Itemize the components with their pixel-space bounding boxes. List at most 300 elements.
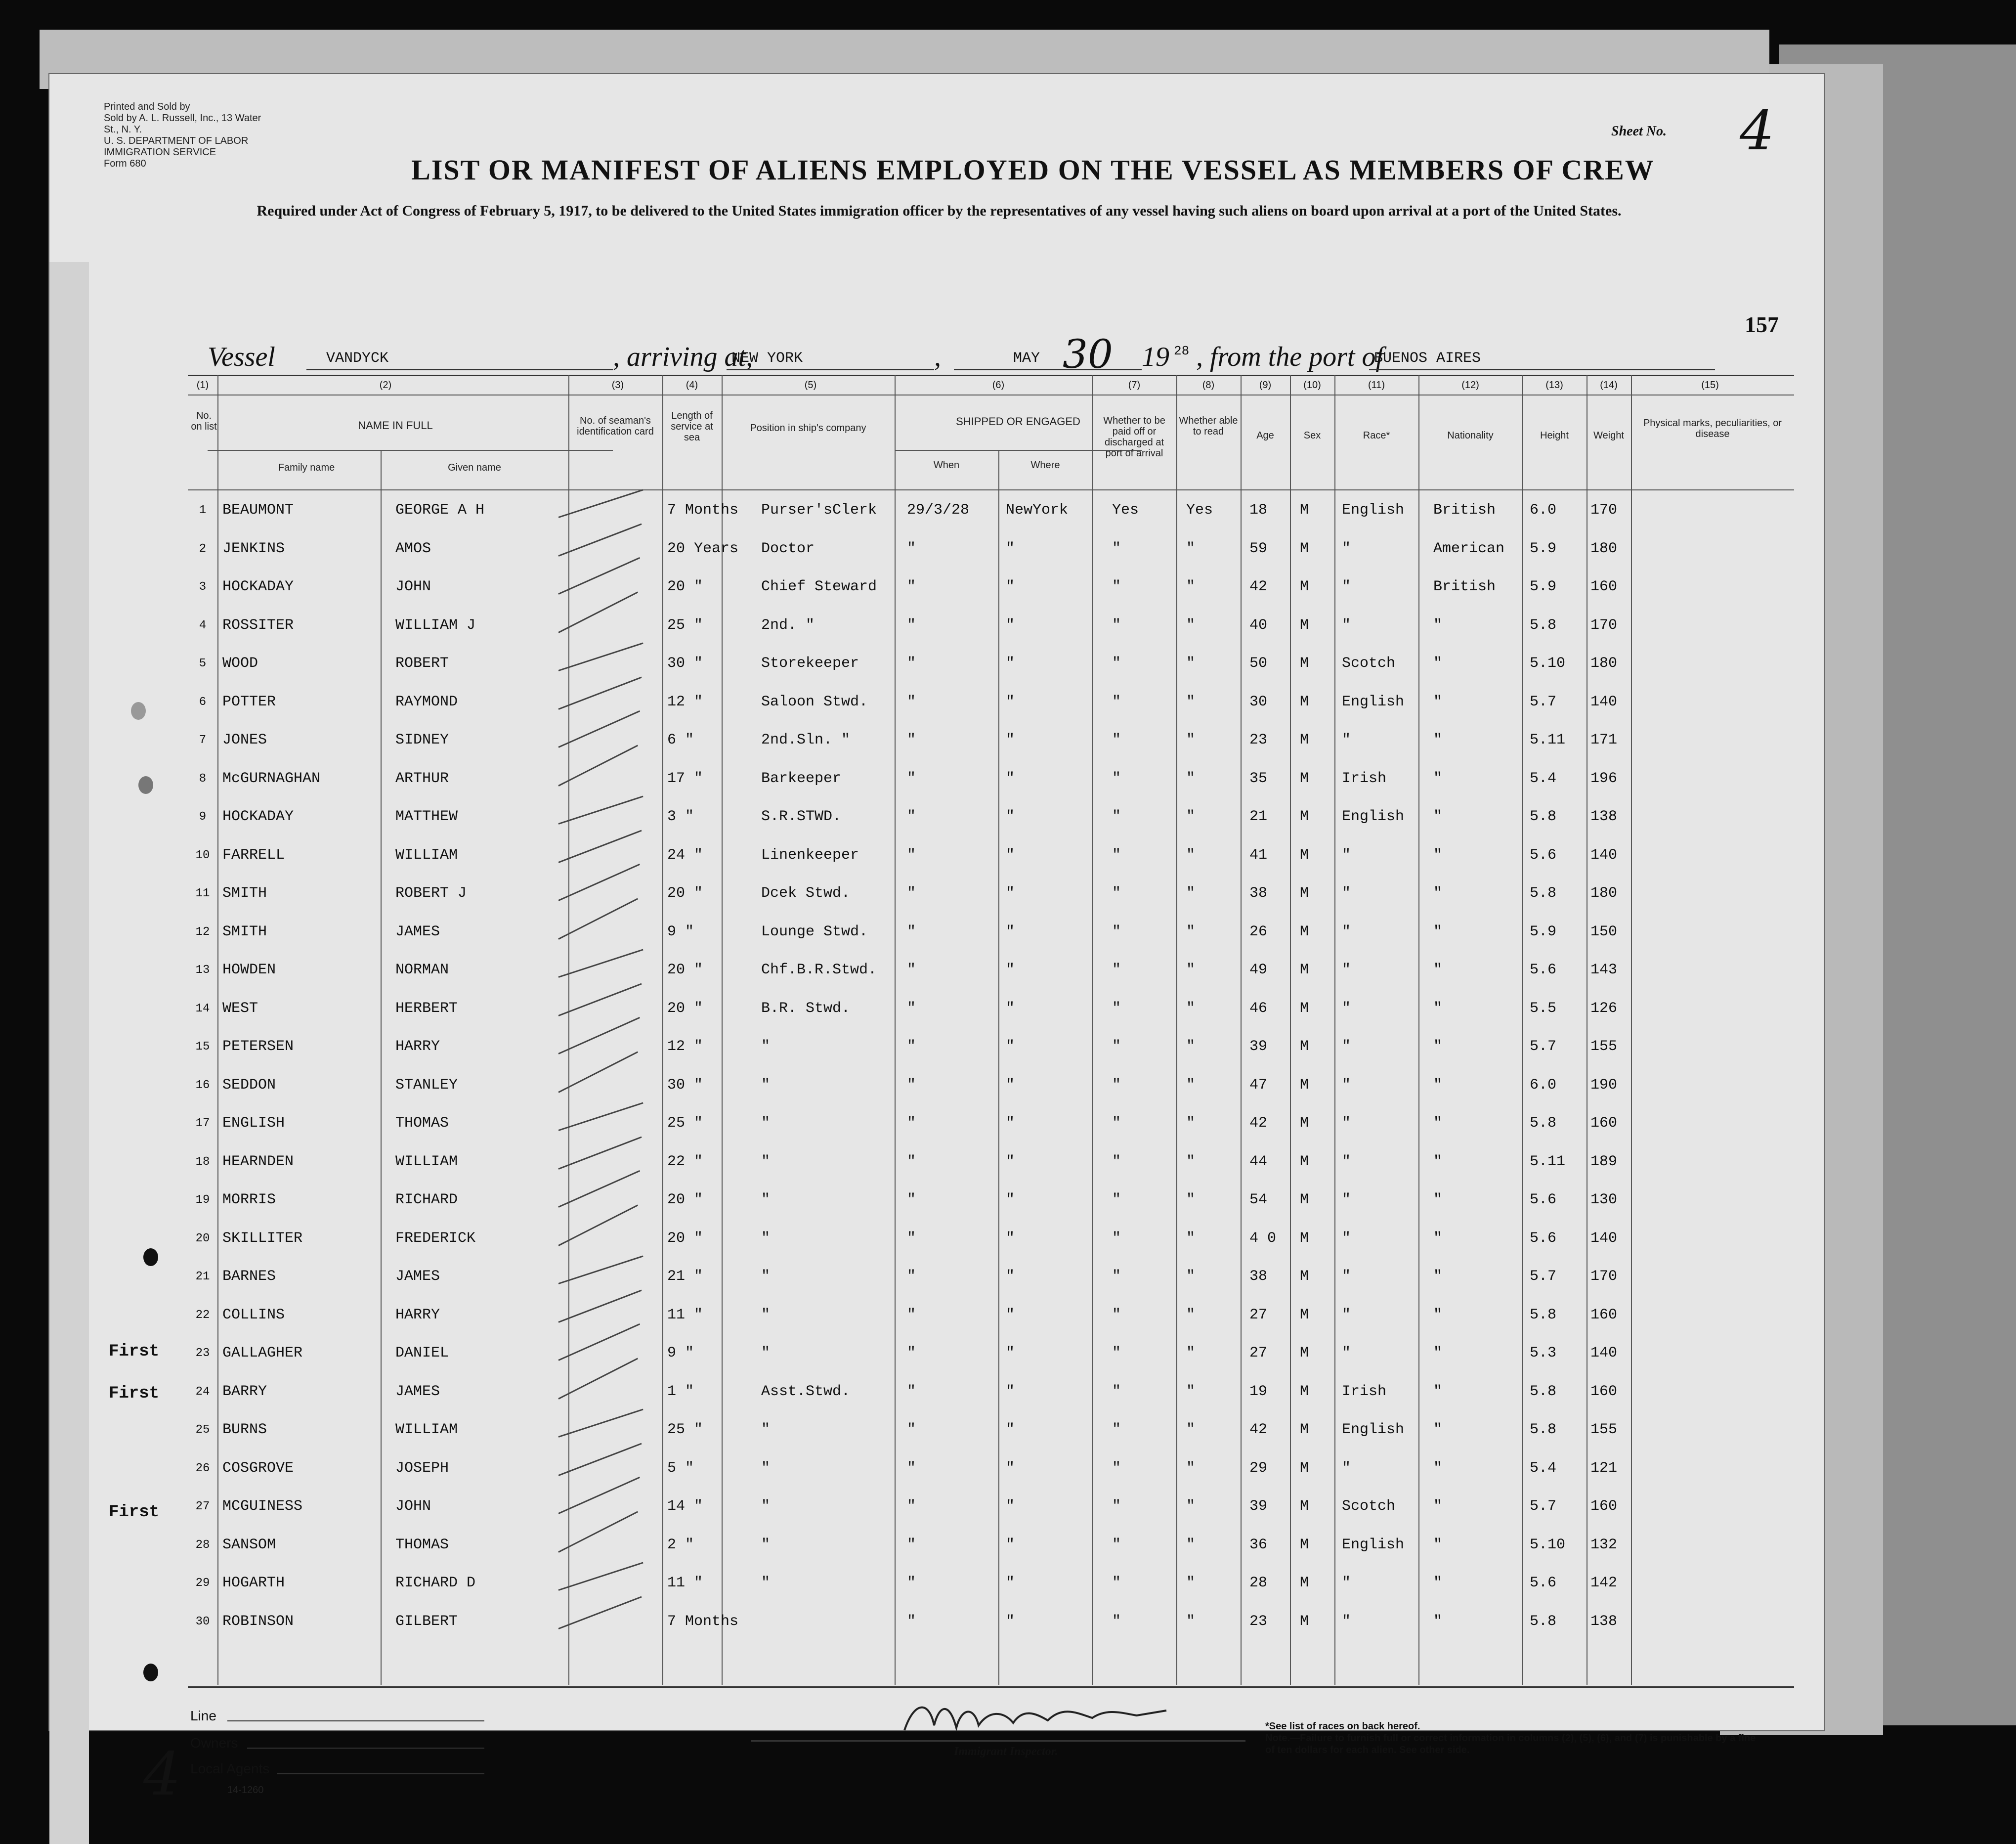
- table-row: [49, 995, 1656, 1031]
- shipped-when-cell: ": [907, 540, 916, 557]
- age-cell: 38: [1249, 885, 1268, 902]
- shipped-where-cell: ": [1006, 578, 1015, 595]
- shipped-where-cell: ": [1006, 655, 1015, 672]
- row-number-cell: 14: [195, 1002, 210, 1015]
- row-number-cell: 16: [195, 1078, 210, 1092]
- shipped-when-cell: ": [907, 693, 916, 710]
- page-subtitle: Required under Act of Congress of February 5, 1917, to be delivered to the United States immigration officer by the representatives of any vessel having such aliens on board upon arrival at a port of the United States.: [257, 203, 1622, 219]
- nationality-cell: British: [1433, 578, 1496, 595]
- sex-cell: M: [1300, 732, 1309, 748]
- nationality-cell: ": [1433, 885, 1443, 902]
- arriving-underline: [727, 369, 934, 370]
- row-number-cell: 18: [195, 1155, 210, 1169]
- footer-note: *See list of races on back hereof. Note.—Failure to furnish full or correct information in columns (2), (5), (6), and (7) is punishable by a fine of ten dollars for each alien. See other side.: [1265, 1721, 1756, 1756]
- height-cell: 6.0: [1530, 502, 1557, 519]
- service-length-cell: 2 ": [667, 1536, 694, 1553]
- col-number: (11): [1368, 380, 1385, 391]
- row-number-cell: 5: [199, 657, 207, 670]
- col-number: (6): [992, 380, 1005, 391]
- paid-off-cell: ": [1112, 1153, 1121, 1170]
- header-id-card: No. of seaman's identification card: [577, 415, 654, 437]
- race-cell: ": [1342, 1038, 1351, 1055]
- table-row: [49, 1608, 1656, 1644]
- table-row: [49, 919, 1656, 954]
- weight-cell: 150: [1590, 923, 1618, 940]
- owners-underline: [247, 1748, 484, 1749]
- paid-off-cell: ": [1112, 1000, 1121, 1017]
- height-cell: 5.6: [1530, 1575, 1557, 1591]
- given-name-cell: JOSEPH: [395, 1459, 449, 1477]
- paid-off-cell: ": [1112, 1383, 1121, 1400]
- weight-cell: 140: [1590, 1229, 1618, 1247]
- from-port: BUENOS AIRES: [1374, 350, 1481, 367]
- shipped-when-cell: ": [907, 732, 916, 748]
- family-name-cell: COLLINS: [222, 1306, 285, 1323]
- nationality-cell: ": [1433, 1115, 1443, 1132]
- position-cell: ": [761, 1268, 771, 1285]
- weight-cell: 160: [1590, 1306, 1618, 1323]
- service-length-cell: 20 ": [667, 1229, 703, 1247]
- nationality-cell: ": [1433, 693, 1443, 710]
- height-cell: 5.7: [1530, 1038, 1557, 1055]
- weight-cell: 180: [1590, 655, 1618, 672]
- given-name-cell: SIDNEY: [395, 732, 449, 748]
- given-name-cell: NORMAN: [395, 962, 449, 978]
- owners-label: Owners: [190, 1735, 238, 1751]
- nationality-cell: ": [1433, 1345, 1443, 1361]
- race-cell: ": [1342, 1345, 1351, 1361]
- able-to-read-cell: ": [1186, 1421, 1196, 1438]
- service-length-cell: 30 ": [667, 1076, 703, 1094]
- sex-cell: M: [1300, 1076, 1309, 1094]
- weight-cell: 132: [1590, 1536, 1618, 1553]
- height-cell: 5.4: [1530, 1459, 1557, 1477]
- family-name-cell: HOCKADAY: [222, 578, 294, 595]
- nationality-cell: ": [1433, 732, 1443, 748]
- sex-cell: M: [1300, 808, 1309, 825]
- able-to-read-cell: ": [1186, 962, 1196, 978]
- able-to-read-cell: ": [1186, 1383, 1196, 1400]
- able-to-read-cell: Yes: [1186, 502, 1213, 519]
- col-number: (2): [379, 380, 392, 391]
- able-to-read-cell: ": [1186, 578, 1196, 595]
- nationality-cell: ": [1433, 770, 1443, 787]
- table-row: [49, 1493, 1656, 1529]
- service-length-cell: 6 ": [667, 732, 694, 748]
- nationality-cell: ": [1433, 1191, 1443, 1208]
- service-length-cell: 24 ": [667, 846, 703, 864]
- sex-cell: M: [1300, 1153, 1309, 1170]
- position-cell: ": [761, 1345, 771, 1361]
- shipped-when-cell: ": [907, 1383, 916, 1400]
- service-length-cell: 20 Years: [667, 540, 739, 557]
- age-cell: 46: [1249, 1000, 1268, 1017]
- age-cell: 29: [1249, 1459, 1268, 1477]
- age-cell: 21: [1249, 808, 1268, 825]
- given-name-cell: DANIEL: [395, 1345, 449, 1361]
- family-name-cell: MCGUINESS: [222, 1498, 303, 1515]
- punch-hole: [143, 1664, 158, 1681]
- shipped-where-cell: ": [1006, 1575, 1015, 1591]
- given-name-cell: RICHARD D: [395, 1575, 476, 1591]
- age-cell: 44: [1249, 1153, 1268, 1170]
- able-to-read-cell: ": [1186, 1575, 1196, 1591]
- position-cell: ": [761, 1421, 771, 1438]
- row-number-cell: 4: [199, 618, 207, 632]
- table-row: [49, 1225, 1656, 1261]
- row-number-cell: 2: [199, 542, 207, 556]
- shipped-where-cell: ": [1006, 1613, 1015, 1630]
- row-number-cell: 21: [195, 1270, 210, 1283]
- shipped-where-cell: ": [1006, 732, 1015, 748]
- height-cell: 5.5: [1530, 1000, 1557, 1017]
- age-cell: 54: [1249, 1191, 1268, 1208]
- family-name-cell: HOCKADAY: [222, 808, 294, 825]
- paid-off-cell: ": [1112, 1613, 1121, 1630]
- family-name-cell: BARNES: [222, 1268, 276, 1285]
- weight-cell: 180: [1590, 540, 1618, 557]
- sex-cell: M: [1300, 693, 1309, 710]
- family-name-cell: BEAUMONT: [222, 502, 294, 519]
- shipped-where-cell: ": [1006, 808, 1015, 825]
- row-number-cell: 3: [199, 580, 207, 594]
- position-cell: 2nd.Sln. ": [761, 732, 851, 748]
- able-to-read-cell: ": [1186, 1229, 1196, 1247]
- given-name-cell: WILLIAM: [395, 1421, 458, 1438]
- sex-cell: M: [1300, 1038, 1309, 1055]
- table-row: [49, 497, 1656, 532]
- height-cell: 5.10: [1530, 655, 1566, 672]
- shipped-when-cell: ": [907, 1498, 916, 1515]
- from-label: , from the port of: [1196, 342, 1384, 372]
- service-length-cell: 25 ": [667, 616, 703, 634]
- year-suffix: 28: [1174, 344, 1190, 358]
- given-name-cell: MATTHEW: [395, 808, 458, 825]
- height-cell: 5.8: [1530, 1421, 1557, 1438]
- row-number-cell: 10: [195, 848, 210, 862]
- header-no-on-list: No. on list: [191, 410, 217, 432]
- table-row: [49, 1340, 1656, 1375]
- service-length-cell: 9 ": [667, 1345, 694, 1361]
- race-cell: English: [1342, 502, 1405, 519]
- punch-hole: [131, 702, 146, 720]
- age-cell: 27: [1249, 1345, 1268, 1361]
- weight-cell: 160: [1590, 1498, 1618, 1515]
- height-cell: 5.8: [1530, 1613, 1557, 1630]
- able-to-read-cell: ": [1186, 1536, 1196, 1553]
- inspector-label: Immigrant Inspector.: [954, 1745, 1058, 1758]
- age-cell: 23: [1249, 1613, 1268, 1630]
- height-cell: 5.3: [1530, 1345, 1557, 1361]
- given-name-cell: STANLEY: [395, 1076, 458, 1094]
- race-cell: ": [1342, 1575, 1351, 1591]
- family-name-cell: PETERSEN: [222, 1038, 294, 1055]
- name-rule: [208, 450, 613, 451]
- able-to-read-cell: ": [1186, 1459, 1196, 1477]
- sex-cell: M: [1300, 1115, 1309, 1132]
- given-name-cell: GEORGE A H: [395, 502, 485, 519]
- shipped-where-cell: ": [1006, 1038, 1015, 1055]
- age-cell: 39: [1249, 1038, 1268, 1055]
- height-cell: 5.6: [1530, 846, 1557, 864]
- header-height: Height: [1540, 430, 1569, 441]
- nationality-cell: ": [1433, 1536, 1443, 1553]
- family-name-cell: POTTER: [222, 693, 276, 710]
- table-row: [49, 957, 1656, 992]
- row-number-cell: 6: [199, 695, 207, 709]
- service-length-cell: 21 ": [667, 1268, 703, 1285]
- position-cell: ": [761, 1459, 771, 1477]
- weight-cell: 130: [1590, 1191, 1618, 1208]
- service-length-cell: 9 ": [667, 923, 694, 940]
- service-length-cell: 7 Months: [667, 502, 739, 519]
- punch-hole: [138, 776, 153, 794]
- age-cell: 49: [1249, 962, 1268, 978]
- printer-block: Printed and Sold by Sold by A. L. Russell, Inc., 13 Water St., N. Y. U. S. DEPARTMENT OF LABOR IMMIGRATION SERVICE Form 680: [104, 101, 261, 169]
- age-cell: 42: [1249, 1421, 1268, 1438]
- position-cell: ": [761, 1191, 771, 1208]
- able-to-read-cell: ": [1186, 1613, 1196, 1630]
- paid-off-cell: Yes: [1112, 502, 1139, 519]
- race-cell: ": [1342, 846, 1351, 864]
- position-cell: ": [761, 1575, 771, 1591]
- able-to-read-cell: ": [1186, 655, 1196, 672]
- nationality-cell: ": [1433, 962, 1443, 978]
- shipped-where-cell: ": [1006, 1000, 1015, 1017]
- service-length-cell: 5 ": [667, 1459, 694, 1477]
- sex-cell: M: [1300, 540, 1309, 557]
- shipped-when-cell: ": [907, 770, 916, 787]
- sex-cell: M: [1300, 1000, 1309, 1017]
- height-cell: 5.8: [1530, 1115, 1557, 1132]
- race-cell: English: [1342, 1421, 1405, 1438]
- age-cell: 30: [1249, 693, 1268, 710]
- height-cell: 5.4: [1530, 770, 1557, 787]
- service-length-cell: 20 ": [667, 885, 703, 902]
- shipped-where-cell: ": [1006, 1268, 1015, 1285]
- sex-cell: M: [1300, 502, 1309, 519]
- paid-off-cell: ": [1112, 962, 1121, 978]
- sheet-number: 4: [1740, 99, 1774, 162]
- family-name-cell: ROSSITER: [222, 616, 294, 634]
- age-cell: 47: [1249, 1076, 1268, 1094]
- col-number: (10): [1303, 380, 1321, 391]
- able-to-read-cell: ": [1186, 1306, 1196, 1323]
- height-cell: 5.11: [1530, 1153, 1566, 1170]
- sex-cell: M: [1300, 1613, 1309, 1630]
- given-name-cell: HERBERT: [395, 1000, 458, 1017]
- comma: ,: [934, 342, 941, 372]
- weight-cell: 170: [1590, 616, 1618, 634]
- age-cell: 50: [1249, 655, 1268, 672]
- table-row: [49, 842, 1656, 878]
- family-name-cell: JENKINS: [222, 540, 285, 557]
- shipped-where-cell: ": [1006, 1345, 1015, 1361]
- shipped-when-cell: ": [907, 1191, 916, 1208]
- inspector-signature: [900, 1691, 1206, 1745]
- race-cell: Irish: [1342, 1383, 1387, 1400]
- nationality-cell: American: [1433, 540, 1505, 557]
- service-length-cell: 12 ": [667, 693, 703, 710]
- sex-cell: M: [1300, 1345, 1309, 1361]
- paid-off-cell: ": [1112, 732, 1121, 748]
- shipped-where-cell: ": [1006, 1115, 1015, 1132]
- vessel-name: VANDYCK: [326, 350, 389, 367]
- weight-cell: 143: [1590, 962, 1618, 978]
- weight-cell: 171: [1590, 732, 1618, 748]
- shipped-when-cell: ": [907, 1536, 916, 1553]
- row-number-cell: 26: [195, 1461, 210, 1475]
- able-to-read-cell: ": [1186, 1115, 1196, 1132]
- able-to-read-cell: ": [1186, 885, 1196, 902]
- position-cell: 2nd. ": [761, 616, 815, 634]
- family-name-cell: HOWDEN: [222, 962, 276, 978]
- age-cell: 39: [1249, 1498, 1268, 1515]
- height-cell: 5.8: [1530, 1383, 1557, 1400]
- weight-cell: 140: [1590, 1345, 1618, 1361]
- able-to-read-cell: ": [1186, 1498, 1196, 1515]
- row-number-cell: 8: [199, 772, 207, 786]
- weight-cell: 189: [1590, 1153, 1618, 1170]
- race-cell: ": [1342, 923, 1351, 940]
- crew-table: [188, 375, 1794, 1688]
- inspector-underline: [751, 1740, 1245, 1742]
- age-cell: 42: [1249, 1115, 1268, 1132]
- table-row: [49, 803, 1656, 839]
- row-number-cell: 11: [195, 887, 210, 900]
- shipped-where-cell: ": [1006, 1421, 1015, 1438]
- date-underline: [954, 369, 1142, 370]
- shipped-where-cell: ": [1006, 1498, 1015, 1515]
- shipped-when-cell: ": [907, 1038, 916, 1055]
- paid-off-cell: ": [1112, 1191, 1121, 1208]
- nationality-cell: ": [1433, 923, 1443, 940]
- shipped-when-cell: ": [907, 578, 916, 595]
- sex-cell: M: [1300, 616, 1309, 634]
- race-cell: English: [1342, 1536, 1405, 1553]
- position-cell: S.R.STWD.: [761, 808, 842, 825]
- table-row: [49, 1263, 1656, 1299]
- given-name-cell: ROBERT: [395, 655, 449, 672]
- shipped-where-cell: NewYork: [1006, 502, 1069, 519]
- shipped-when-cell: ": [907, 1268, 916, 1285]
- row-number-cell: 17: [195, 1117, 210, 1130]
- table-row: [49, 1302, 1656, 1337]
- shipped-where-cell: ": [1006, 846, 1015, 864]
- service-length-cell: 20 ": [667, 962, 703, 978]
- service-length-cell: 3 ": [667, 808, 694, 825]
- service-length-cell: 17 ": [667, 770, 703, 787]
- service-length-cell: 11 ": [667, 1575, 703, 1591]
- paid-off-cell: ": [1112, 846, 1121, 864]
- paid-off-cell: ": [1112, 1229, 1121, 1247]
- weight-cell: 155: [1590, 1421, 1618, 1438]
- paid-off-cell: ": [1112, 578, 1121, 595]
- able-to-read-cell: ": [1186, 1191, 1196, 1208]
- given-name-cell: ROBERT J: [395, 885, 467, 902]
- nationality-cell: ": [1433, 1383, 1443, 1400]
- family-name-cell: SEDDON: [222, 1076, 276, 1094]
- height-cell: 5.11: [1530, 732, 1566, 748]
- paid-off-cell: ": [1112, 1076, 1121, 1094]
- table-row: [49, 1033, 1656, 1069]
- service-length-cell: 20 ": [667, 578, 703, 595]
- sex-cell: M: [1300, 923, 1309, 940]
- race-cell: ": [1342, 962, 1351, 978]
- age-cell: 4 0: [1249, 1229, 1277, 1247]
- form-code: 14-1260: [227, 1785, 264, 1796]
- service-length-cell: 25 ": [667, 1421, 703, 1438]
- family-name-cell: McGURNAGHAN: [222, 770, 321, 787]
- margin-note: First: [109, 1342, 160, 1361]
- shipped-where-cell: ": [1006, 1191, 1015, 1208]
- nationality-cell: ": [1433, 1000, 1443, 1017]
- sex-cell: M: [1300, 1498, 1309, 1515]
- weight-cell: 190: [1590, 1076, 1618, 1094]
- nationality-cell: ": [1433, 1613, 1443, 1630]
- weight-cell: 126: [1590, 1000, 1618, 1017]
- corner-number: 4: [143, 1740, 181, 1809]
- height-cell: 5.9: [1530, 923, 1557, 940]
- col-number: (3): [611, 380, 624, 391]
- row-number-cell: 29: [195, 1577, 210, 1590]
- paid-off-cell: ": [1112, 923, 1121, 940]
- header-name-in-full: NAME IN FULL: [358, 419, 433, 432]
- weight-cell: 180: [1590, 885, 1618, 902]
- header-race: Race*: [1363, 430, 1390, 441]
- nationality-cell: British: [1433, 502, 1496, 519]
- paid-off-cell: ": [1112, 1459, 1121, 1477]
- shipped-when-cell: 29/3/28: [907, 502, 970, 519]
- vessel-underline: [306, 369, 613, 370]
- given-name-cell: WILLIAM J: [395, 616, 476, 634]
- shipped-when-cell: ": [907, 1613, 916, 1630]
- sex-cell: M: [1300, 1383, 1309, 1400]
- row-number-cell: 15: [195, 1040, 210, 1054]
- weight-cell: 138: [1590, 808, 1618, 825]
- able-to-read-cell: ": [1186, 540, 1196, 557]
- header-sex: Sex: [1303, 430, 1321, 441]
- shipped-when-cell: ": [907, 1000, 916, 1017]
- page-number: 157: [1745, 312, 1779, 337]
- shipped-where-cell: ": [1006, 1229, 1015, 1247]
- given-name-cell: HARRY: [395, 1038, 440, 1055]
- weight-cell: 170: [1590, 502, 1618, 519]
- shipped-when-cell: ": [907, 1076, 916, 1094]
- paid-off-cell: ": [1112, 1038, 1121, 1055]
- paid-off-cell: ": [1112, 1575, 1121, 1591]
- given-name-cell: THOMAS: [395, 1115, 449, 1132]
- weight-cell: 196: [1590, 770, 1618, 787]
- age-cell: 19: [1249, 1383, 1268, 1400]
- race-cell: ": [1342, 1613, 1351, 1630]
- family-name-cell: FARRELL: [222, 846, 285, 864]
- height-cell: 6.0: [1530, 1076, 1557, 1094]
- nationality-cell: ": [1433, 1421, 1443, 1438]
- col-number: (4): [686, 380, 698, 391]
- able-to-read-cell: ": [1186, 1268, 1196, 1285]
- age-cell: 35: [1249, 770, 1268, 787]
- paid-off-cell: ": [1112, 808, 1121, 825]
- shipped-when-cell: ": [907, 1459, 916, 1477]
- given-name-cell: RICHARD: [395, 1191, 458, 1208]
- age-cell: 23: [1249, 732, 1268, 748]
- paid-off-cell: ": [1112, 1345, 1121, 1361]
- row-number-cell: 22: [195, 1308, 210, 1322]
- able-to-read-cell: ": [1186, 1153, 1196, 1170]
- family-name-cell: GALLAGHER: [222, 1345, 303, 1361]
- arrival-day: 30: [1063, 331, 1113, 377]
